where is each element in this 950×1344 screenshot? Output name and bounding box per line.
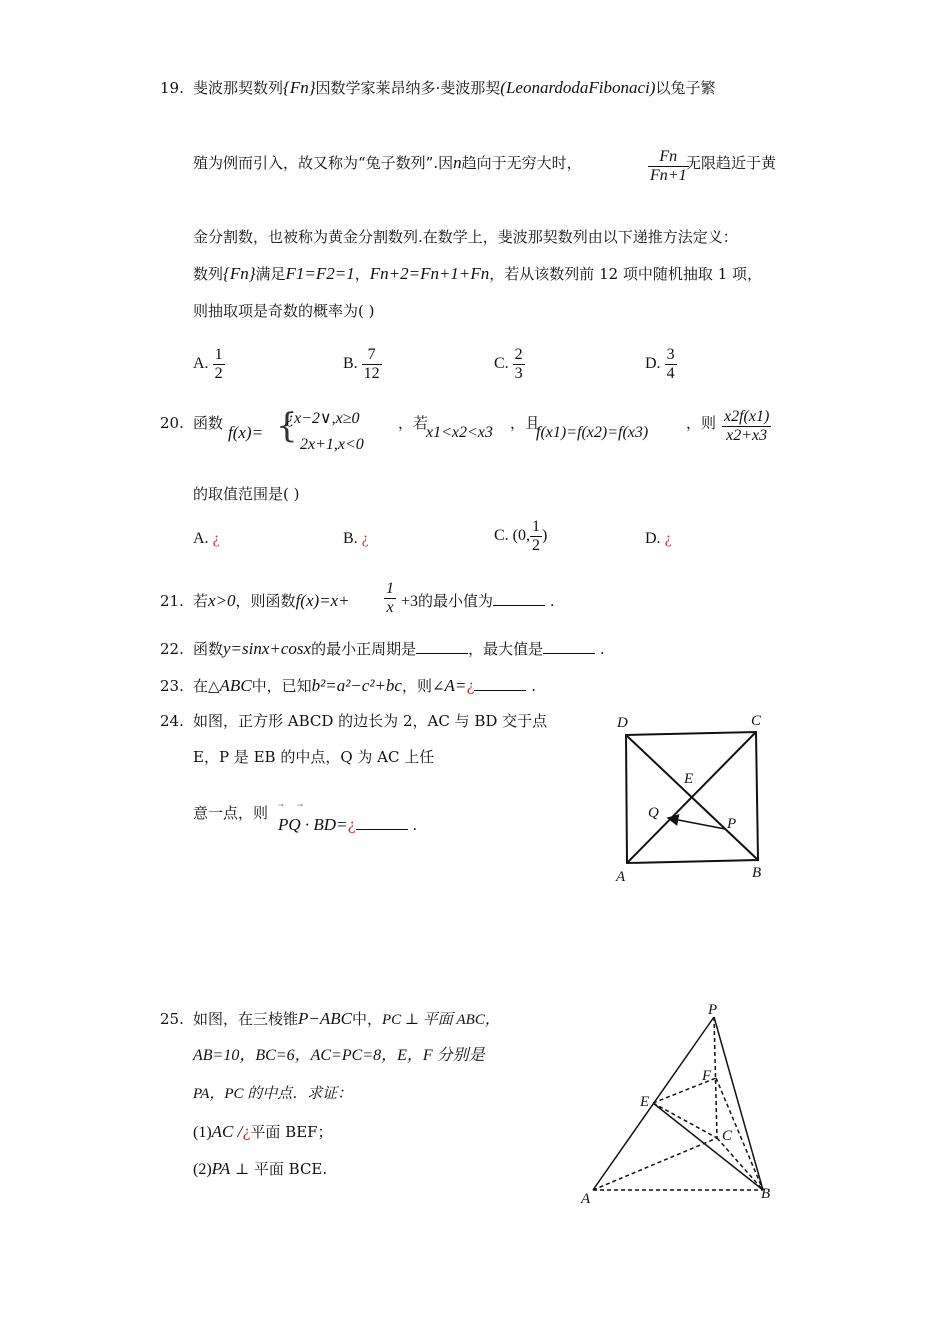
- q25-text: 如图，在三棱锥: [193, 1010, 299, 1028]
- q23-text: ，则∠: [401, 677, 445, 695]
- q21-func: f(x)=x+: [295, 591, 350, 610]
- q20-text: 函数: [193, 414, 224, 432]
- q19-text: 以兔子繁: [655, 79, 716, 97]
- edge-pb: [714, 1017, 763, 1190]
- q20-case2: 2x+1,x<0: [300, 436, 364, 453]
- q19-line1: [193, 77, 715, 99]
- frac-bot: 4: [666, 365, 675, 382]
- q22-line: [193, 638, 605, 660]
- q23-line: [193, 675, 536, 697]
- label-q: Q: [648, 805, 659, 821]
- q20-option-b: [343, 528, 369, 550]
- q20-line2: 的取值范围是( ): [193, 485, 300, 503]
- q24-line2: E，P 是 EB 的中点，Q 为 AC 上任: [193, 748, 435, 766]
- q19-option-b: [343, 346, 382, 383]
- q19-frac-bot: Fn+1: [650, 167, 687, 184]
- q25-text: ⊥ 平面 BCE.: [230, 1160, 328, 1178]
- q21-cond: x>0: [208, 591, 236, 610]
- q20-fraction: [722, 408, 771, 445]
- segment-eb: [653, 1103, 763, 1190]
- edge-pc: [714, 1017, 717, 1138]
- q23-eq: b²=a²−c²+bc: [311, 676, 402, 695]
- option-label: D.: [645, 355, 661, 373]
- segment-ec: [653, 1103, 717, 1138]
- q19-text: 因数学家莱昂纳多·斐波那契: [315, 79, 501, 97]
- q19-text: 满足: [255, 265, 286, 283]
- q19-text: ，若从该数列前 12 项中随机抽取 1 项，: [489, 265, 763, 283]
- q25-cond: PC ⊥ 平面 ABC，: [382, 1012, 500, 1028]
- frac-bot: 2: [214, 365, 223, 382]
- q22-func: y=sinx+cosx: [223, 639, 312, 658]
- q20-option-a: [193, 528, 220, 550]
- label-p: P: [727, 816, 737, 832]
- q20-fx: f(x)=: [228, 423, 264, 442]
- q19-name: (LeonardodaFibonaci): [500, 78, 656, 97]
- q19-text: 殖为例而引入，故又称为“兔子数列”.因: [193, 154, 454, 172]
- frac-top: 1: [386, 580, 394, 597]
- q24-square-figure: [600, 705, 785, 885]
- q19-text: 数列: [193, 265, 224, 283]
- answer-blank[interactable]: [416, 639, 468, 654]
- label-b: B: [752, 865, 762, 881]
- q25-part-math: AC /: [211, 1122, 243, 1141]
- q22-number: 22.: [160, 640, 184, 658]
- q23-number: 23.: [160, 677, 184, 695]
- option-label: C.: [494, 527, 509, 545]
- option-label: A.: [193, 355, 209, 373]
- q25-part2: [193, 1158, 327, 1181]
- q23-end: .: [531, 677, 537, 695]
- q20-option-d: [645, 528, 672, 550]
- q25-mark: ¿: [242, 1123, 251, 1141]
- q25-line2: AB=10，BC=6，AC=PC=8，E，F 分别是: [193, 1047, 485, 1064]
- option-text: (0,: [512, 527, 530, 545]
- q19-eq1: F1=F2=1: [285, 264, 355, 283]
- label-e: E: [640, 1094, 650, 1110]
- q20-text: ，则: [686, 414, 717, 432]
- q22-end: .: [599, 640, 605, 658]
- option-label: B.: [343, 530, 358, 547]
- q21-number: 21.: [160, 592, 184, 610]
- frac-top: 7: [362, 346, 382, 365]
- label-d: D: [617, 715, 628, 731]
- label-c: C: [751, 713, 762, 729]
- q24-vector: PQ · BD=: [278, 815, 348, 834]
- q21-line-end: [401, 590, 555, 613]
- q20-brace: {: [276, 406, 298, 446]
- q24-end: .: [412, 816, 418, 834]
- q20-frac-top: x2f(x1): [724, 408, 770, 425]
- q19-seq2: {Fn}: [223, 264, 256, 283]
- option-label: C.: [494, 355, 509, 373]
- q25-line1: [193, 1008, 500, 1031]
- q19-option-c: [494, 346, 525, 383]
- q20-text: ，若: [398, 414, 429, 432]
- q23-text: 在△: [193, 677, 220, 695]
- label-a: A: [581, 1191, 591, 1207]
- q20-frac-bot: x2+x3: [726, 427, 768, 444]
- q19-line2: [193, 152, 582, 174]
- q21-line: [193, 590, 350, 612]
- q24-line3: 意一点，则: [193, 804, 269, 822]
- q19-line2-end: 无限趋近于黄: [686, 154, 777, 172]
- q21-end: .: [549, 592, 555, 610]
- frac-bot: 3: [514, 365, 523, 382]
- label-e: E: [684, 771, 694, 787]
- answer-blank[interactable]: [474, 676, 526, 691]
- option-label: D.: [645, 530, 661, 547]
- q24-line1: 如图，正方形 ABCD 的边长为 2，AC 与 BD 交于点: [193, 712, 548, 730]
- q25-number: 25.: [160, 1010, 184, 1028]
- q19-seq: {Fn}: [283, 78, 316, 97]
- q25-part-num: (2): [193, 1161, 212, 1178]
- label-f: F: [702, 1068, 712, 1084]
- diagonal-ac: [627, 732, 756, 863]
- option-text: ¿: [361, 530, 369, 547]
- option-text: ¿: [664, 530, 672, 547]
- q25-pyramid: P−ABC: [298, 1009, 352, 1028]
- q25-part1: [193, 1121, 333, 1144]
- q19-frac-top: Fn: [648, 148, 689, 167]
- q19-number: 19.: [160, 79, 184, 97]
- q24-mark: ¿: [347, 816, 356, 834]
- q20-eq: f(x1)=f(x2)=f(x3): [536, 424, 649, 441]
- q25-part-math: PA: [211, 1159, 231, 1178]
- q19-line4: 数列{Fn}满足F1=F2=1，Fn+2=Fn+1+Fn，若从该数列前 12 项中随机抽取 1 项，: [193, 264, 763, 283]
- q23-text: 中，已知: [251, 677, 312, 695]
- q22-text: 函数: [193, 640, 224, 658]
- q19-fraction: [648, 148, 689, 185]
- answer-blank[interactable]: [543, 639, 595, 654]
- q22-text: ，最大值是: [468, 640, 544, 658]
- q21-fraction: [384, 580, 396, 617]
- q23-angle: A=: [444, 676, 467, 695]
- q19-n: n: [453, 153, 462, 172]
- q24-vec-expr: [278, 814, 417, 836]
- frac-bot: 2: [532, 537, 540, 554]
- frac-top: 2: [514, 346, 523, 363]
- option-label: B.: [343, 355, 358, 373]
- q22-text: 的最小正周期是: [311, 640, 417, 658]
- q20-option-c: [494, 518, 547, 555]
- label-a: A: [616, 869, 626, 885]
- label-b: B: [761, 1186, 771, 1202]
- q23-triangle: ABC: [219, 676, 252, 695]
- option-label: A.: [193, 530, 209, 547]
- q19-text: 趋向于无穷大时，: [461, 154, 582, 172]
- q21-text: 的最小值为: [418, 592, 494, 610]
- answer-blank[interactable]: [356, 815, 408, 830]
- q21-plus: +3: [401, 593, 419, 610]
- answer-blank[interactable]: [493, 591, 545, 606]
- option-close: ): [542, 527, 548, 545]
- q23-mark: ¿: [466, 677, 475, 695]
- q19-text: 斐波那契数列: [193, 79, 284, 97]
- q19-line5: 则抽取项是奇数的概率为( ): [193, 302, 375, 320]
- frac-bot: 12: [363, 365, 380, 382]
- q20-text: ，且: [510, 414, 541, 432]
- q25-part-num: (1): [193, 1124, 212, 1141]
- label-p: P: [708, 1002, 718, 1018]
- frac-bot: x: [386, 599, 394, 616]
- q25-line3: PA，PC 的中点．求证：: [193, 1086, 353, 1102]
- frac-top: 1: [532, 518, 540, 535]
- q19-line3: 金分割数，也被称为黄金分割数列.在数学上，斐波那契数列由以下递推方法定义：: [193, 228, 738, 246]
- q19-eq2: Fn+2=Fn+1+Fn: [369, 264, 490, 283]
- q24-number: 24.: [160, 712, 184, 730]
- q19-option-a: [193, 346, 225, 383]
- frac-top: 1: [214, 346, 223, 363]
- q20-ineq: x1<x2<x3: [426, 424, 493, 441]
- q25-pyramid-figure: [575, 1000, 785, 1215]
- q19-option-d: [645, 346, 677, 383]
- frac-top: 3: [666, 346, 675, 363]
- q21-text: 若: [193, 592, 209, 610]
- q20-number: 20.: [160, 414, 184, 432]
- q20-case1: ¿x−2∨,x≥0: [286, 410, 360, 427]
- label-c: C: [722, 1128, 733, 1144]
- q21-text: ，则函数: [235, 592, 296, 610]
- q25-text: 中，: [351, 1010, 382, 1028]
- q25-text: 平面 BEF；: [250, 1123, 333, 1141]
- option-text: ¿: [212, 530, 220, 547]
